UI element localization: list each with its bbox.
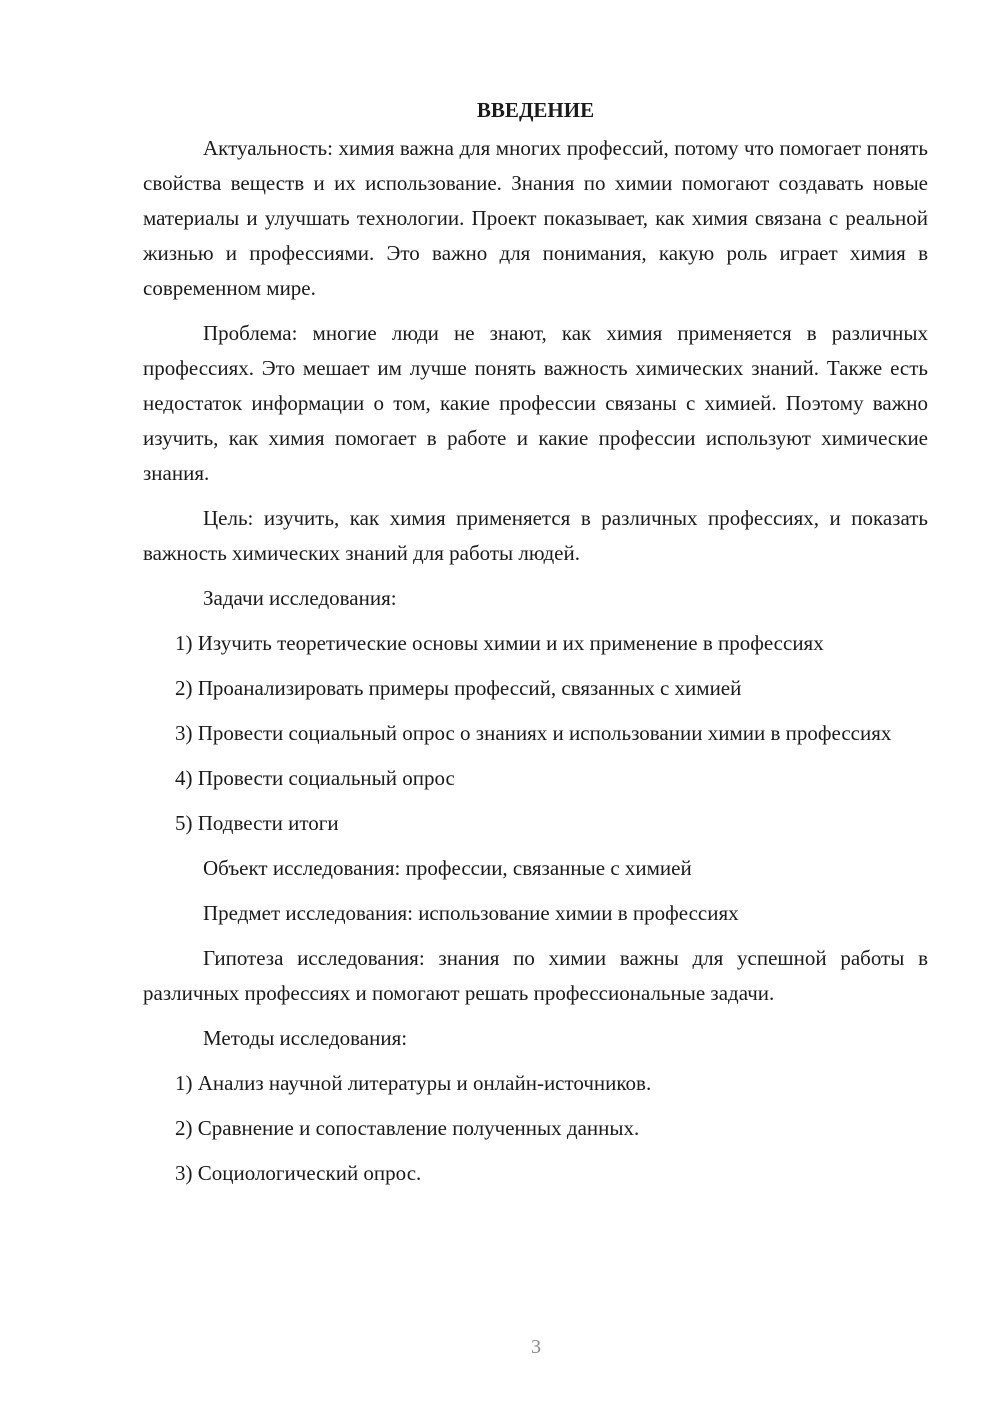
problem-paragraph: Проблема: многие люди не знают, как химия применяется в различных профессиях. Это мешает им лучше понять важность химических знаний. Также есть недостаток информации о том, какие профессии связаны с химией. Поэтому важно изучить, как химия помогает в работе и какие профессии используют химические знания. <box>143 321 928 485</box>
task-item-4: 4) Провести социальный опрос <box>175 766 455 790</box>
goal-paragraph: Цель: изучить, как химия применяется в различных профессиях, и показать важность химических знаний для работы людей. <box>143 506 928 565</box>
subject-paragraph: Предмет исследования: использование химии в профессиях <box>203 901 739 925</box>
hypothesis-paragraph: Гипотеза исследования: знания по химии важны для успешной работы в различных профессиях и помогают решать профессиональные задачи. <box>143 946 928 1005</box>
method-item-3: 3) Социологический опрос. <box>175 1161 422 1185</box>
task-item-5: 5) Подвести итоги <box>175 811 339 835</box>
relevance-paragraph: Актуальность: химия важна для многих профессий, потому что помогает понять свойства веществ и их использование. Знания по химии помогают создавать новые материалы и улучшать технологии. Проект показывает, как химия связана с реальной жизнью и профессиями. Это важно для понимания, какую роль играет химия в современном мире. <box>143 136 928 300</box>
page-number: 3 <box>531 1336 541 1358</box>
method-item-2: 2) Сравнение и сопоставление полученных данных. <box>175 1116 640 1140</box>
object-paragraph: Объект исследования: профессии, связанные с химией <box>203 856 692 880</box>
methods-heading: Методы исследования: <box>203 1026 408 1050</box>
page-content <box>143 93 928 1201</box>
task-item-1: 1) Изучить теоретические основы химии и их применение в профессиях <box>175 631 824 655</box>
task-item-3: 3) Провести социальный опрос о знаниях и использовании химии в профессиях <box>175 721 892 745</box>
tasks-heading: Задачи исследования: <box>203 586 397 610</box>
task-item-2: 2) Проанализировать примеры профессий, связанных с химией <box>175 676 742 700</box>
section-title: ВВЕДЕНИЕ <box>476 98 595 122</box>
method-item-1: 1) Анализ научной литературы и онлайн-источников. <box>175 1071 652 1095</box>
